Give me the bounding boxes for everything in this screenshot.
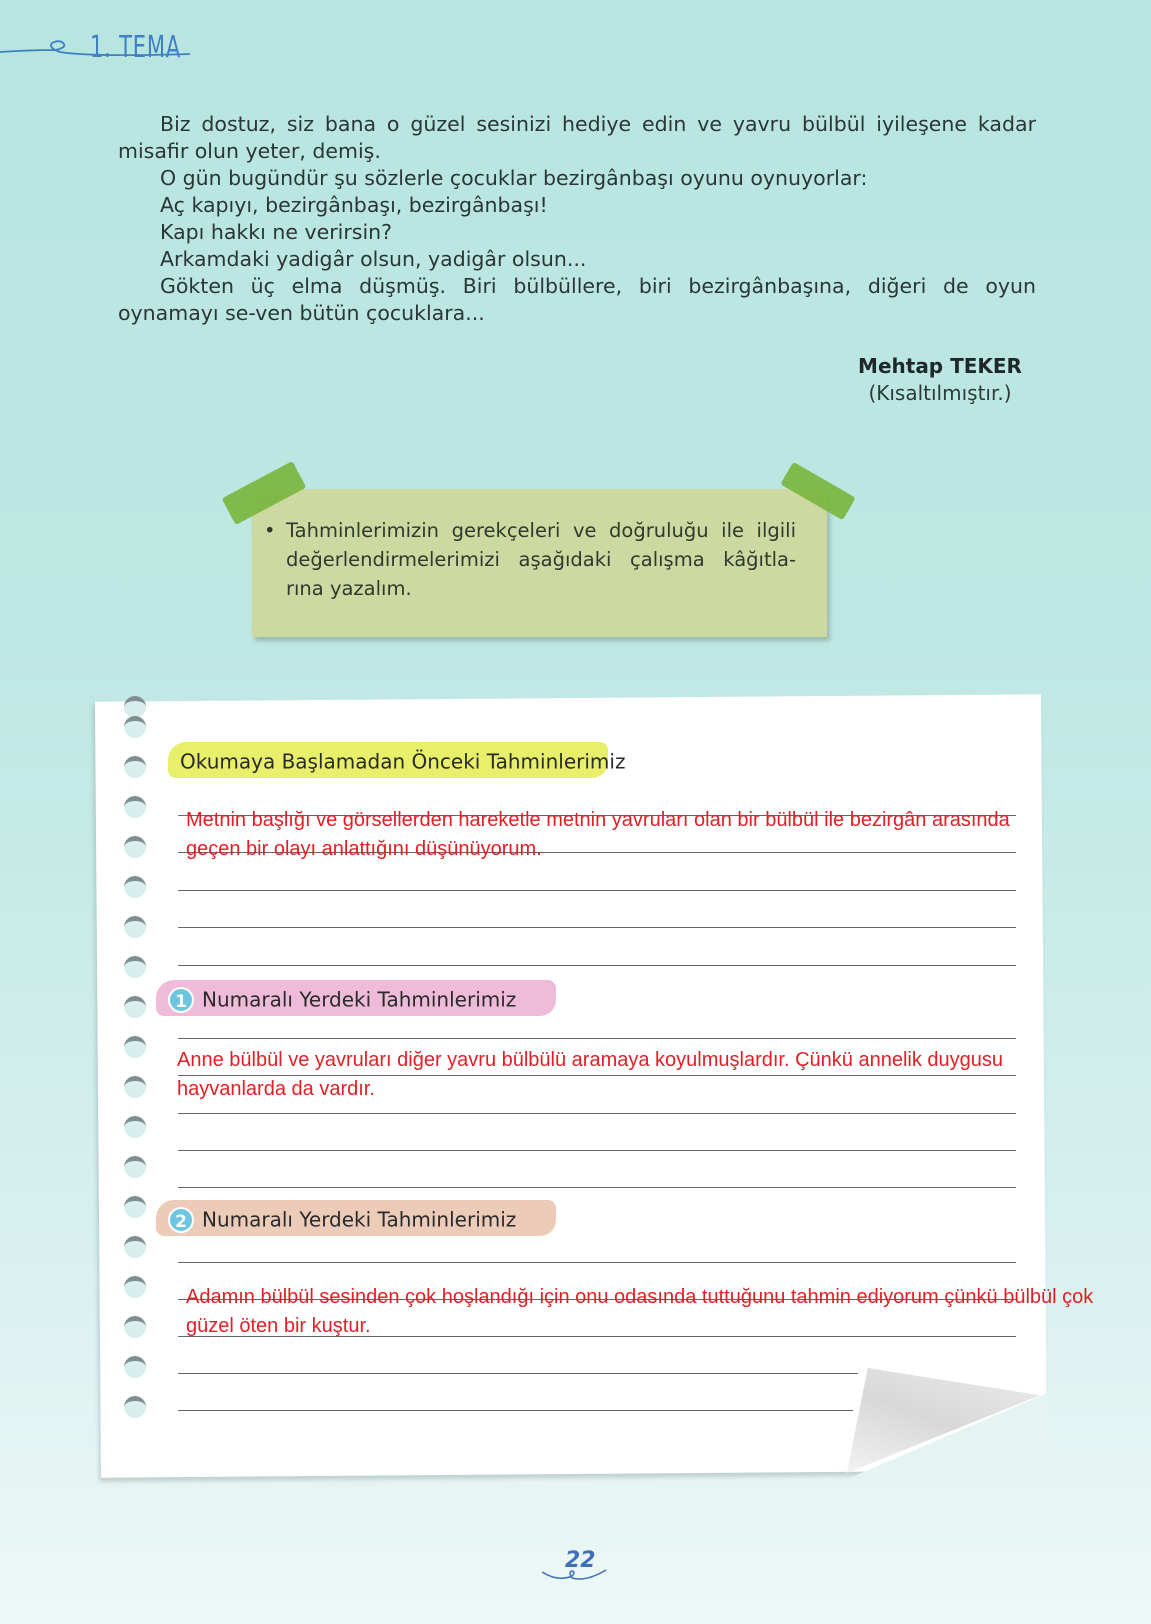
- writing-line: [178, 890, 1016, 891]
- instruction-note: [222, 460, 850, 650]
- writing-line: [178, 1410, 853, 1411]
- answer-text[interactable]: Anne bülbül ve yavruları diğer yavru bülbülü aramaya koyulmuşlardır. Çünkü annelik duygusu hayvanlarda da vardır.: [177, 1049, 1004, 1100]
- abridged-note: (Kısaltılmıştır.): [868, 381, 1012, 405]
- page-number: 22: [565, 1548, 596, 1573]
- story-paragraph: Kapı hakkı ne verirsin?: [160, 220, 393, 244]
- section-title: Numaralı Yerdeki Tahminlerimiz: [202, 987, 517, 1012]
- ring-hole-icon: [124, 1156, 146, 1178]
- writing-line: [178, 1373, 858, 1374]
- ring-hole-icon: [124, 996, 146, 1018]
- answer-text[interactable]: Adamın bülbül sesinden çok hoşlandığı için onu odasında tuttuğunu tahmin ediyorum çünkü bülbül çok güzel öten bir kuştur.: [186, 1286, 1094, 1337]
- section-title: Numaralı Yerdeki Tahminlerimiz: [202, 1207, 517, 1232]
- binder-rings: [124, 706, 150, 1466]
- theme-header: [0, 12, 210, 72]
- ring-hole-icon: [124, 1076, 146, 1098]
- ring-hole-icon: [124, 1396, 146, 1418]
- ring-hole-icon: [124, 1276, 146, 1298]
- writing-line: [178, 1113, 1016, 1114]
- author-name: Mehtap TEKER: [858, 354, 1022, 378]
- ring-hole-icon: [124, 836, 146, 858]
- ring-hole-icon: [124, 1036, 146, 1058]
- answer-text[interactable]: Metnin başlığı ve görsellerden hareketle metnin yavruları olan bir bülbül ile bezirgân arasında geçen bir olayı anlattığını düşünüyorum.: [186, 809, 1010, 860]
- section-tag-before-reading: [168, 742, 626, 778]
- ring-hole-icon: [124, 916, 146, 938]
- section-tag-place-1: [156, 980, 556, 1016]
- writing-line: [178, 1262, 1016, 1263]
- ring-hole-icon: [124, 696, 146, 718]
- ring-hole-icon: [124, 956, 146, 978]
- section-title: Okumaya Başlamadan Önceki Tahminlerimiz: [180, 749, 626, 774]
- writing-line: [178, 1150, 1016, 1151]
- story-paragraph: Arkamdaki yadigâr olsun, yadigâr olsun...: [160, 247, 587, 271]
- writing-line: [178, 1038, 1016, 1039]
- ring-hole-icon: [124, 1236, 146, 1258]
- instruction-text: [264, 516, 796, 603]
- bullet-icon: •: [264, 519, 276, 542]
- ring-hole-icon: [124, 1356, 146, 1378]
- ring-hole-icon: [124, 796, 146, 818]
- number-badge: 1: [168, 987, 194, 1013]
- section-tag-place-2: [156, 1200, 556, 1236]
- ring-hole-icon: [124, 1316, 146, 1338]
- ring-hole-icon: [124, 876, 146, 898]
- ring-hole-icon: [124, 1196, 146, 1218]
- theme-title: 1. TEMA: [90, 30, 181, 65]
- page-swirl-icon: [540, 1566, 610, 1586]
- story-paragraph: Biz dostuz, siz bana o güzel sesinizi hediye edin ve yavru bülbül iyileşene kadar misafir olun yeter, demiş.: [118, 112, 1036, 163]
- story-text: [118, 111, 1036, 327]
- writing-line: [178, 927, 1016, 928]
- writing-line: [178, 1187, 1016, 1188]
- ring-hole-icon: [124, 756, 146, 778]
- story-paragraph: Gökten üç elma düşmüş. Biri bülbüllere, biri bezirgânbaşına, diğeri de oyun oynamayı se-ven bütün çocuklara...: [118, 274, 1036, 325]
- ring-hole-icon: [124, 716, 146, 738]
- instruction-label: Tahminlerimizin gerekçeleri ve doğruluğu ile ilgili değerlendirmelerimizi aşağıdaki çalışma kâğıtla-rına yazalım.: [286, 519, 796, 600]
- author-credit: [840, 353, 1040, 407]
- writing-line: [178, 965, 1016, 966]
- story-paragraph: Aç kapıyı, bezirgânbaşı, bezirgânbaşı!: [160, 193, 548, 217]
- ring-hole-icon: [124, 1116, 146, 1138]
- number-badge: 2: [168, 1207, 194, 1233]
- story-paragraph: O gün bugündür şu sözlerle çocuklar bezirgânbaşı oyunu oynuyorlar:: [160, 166, 868, 190]
